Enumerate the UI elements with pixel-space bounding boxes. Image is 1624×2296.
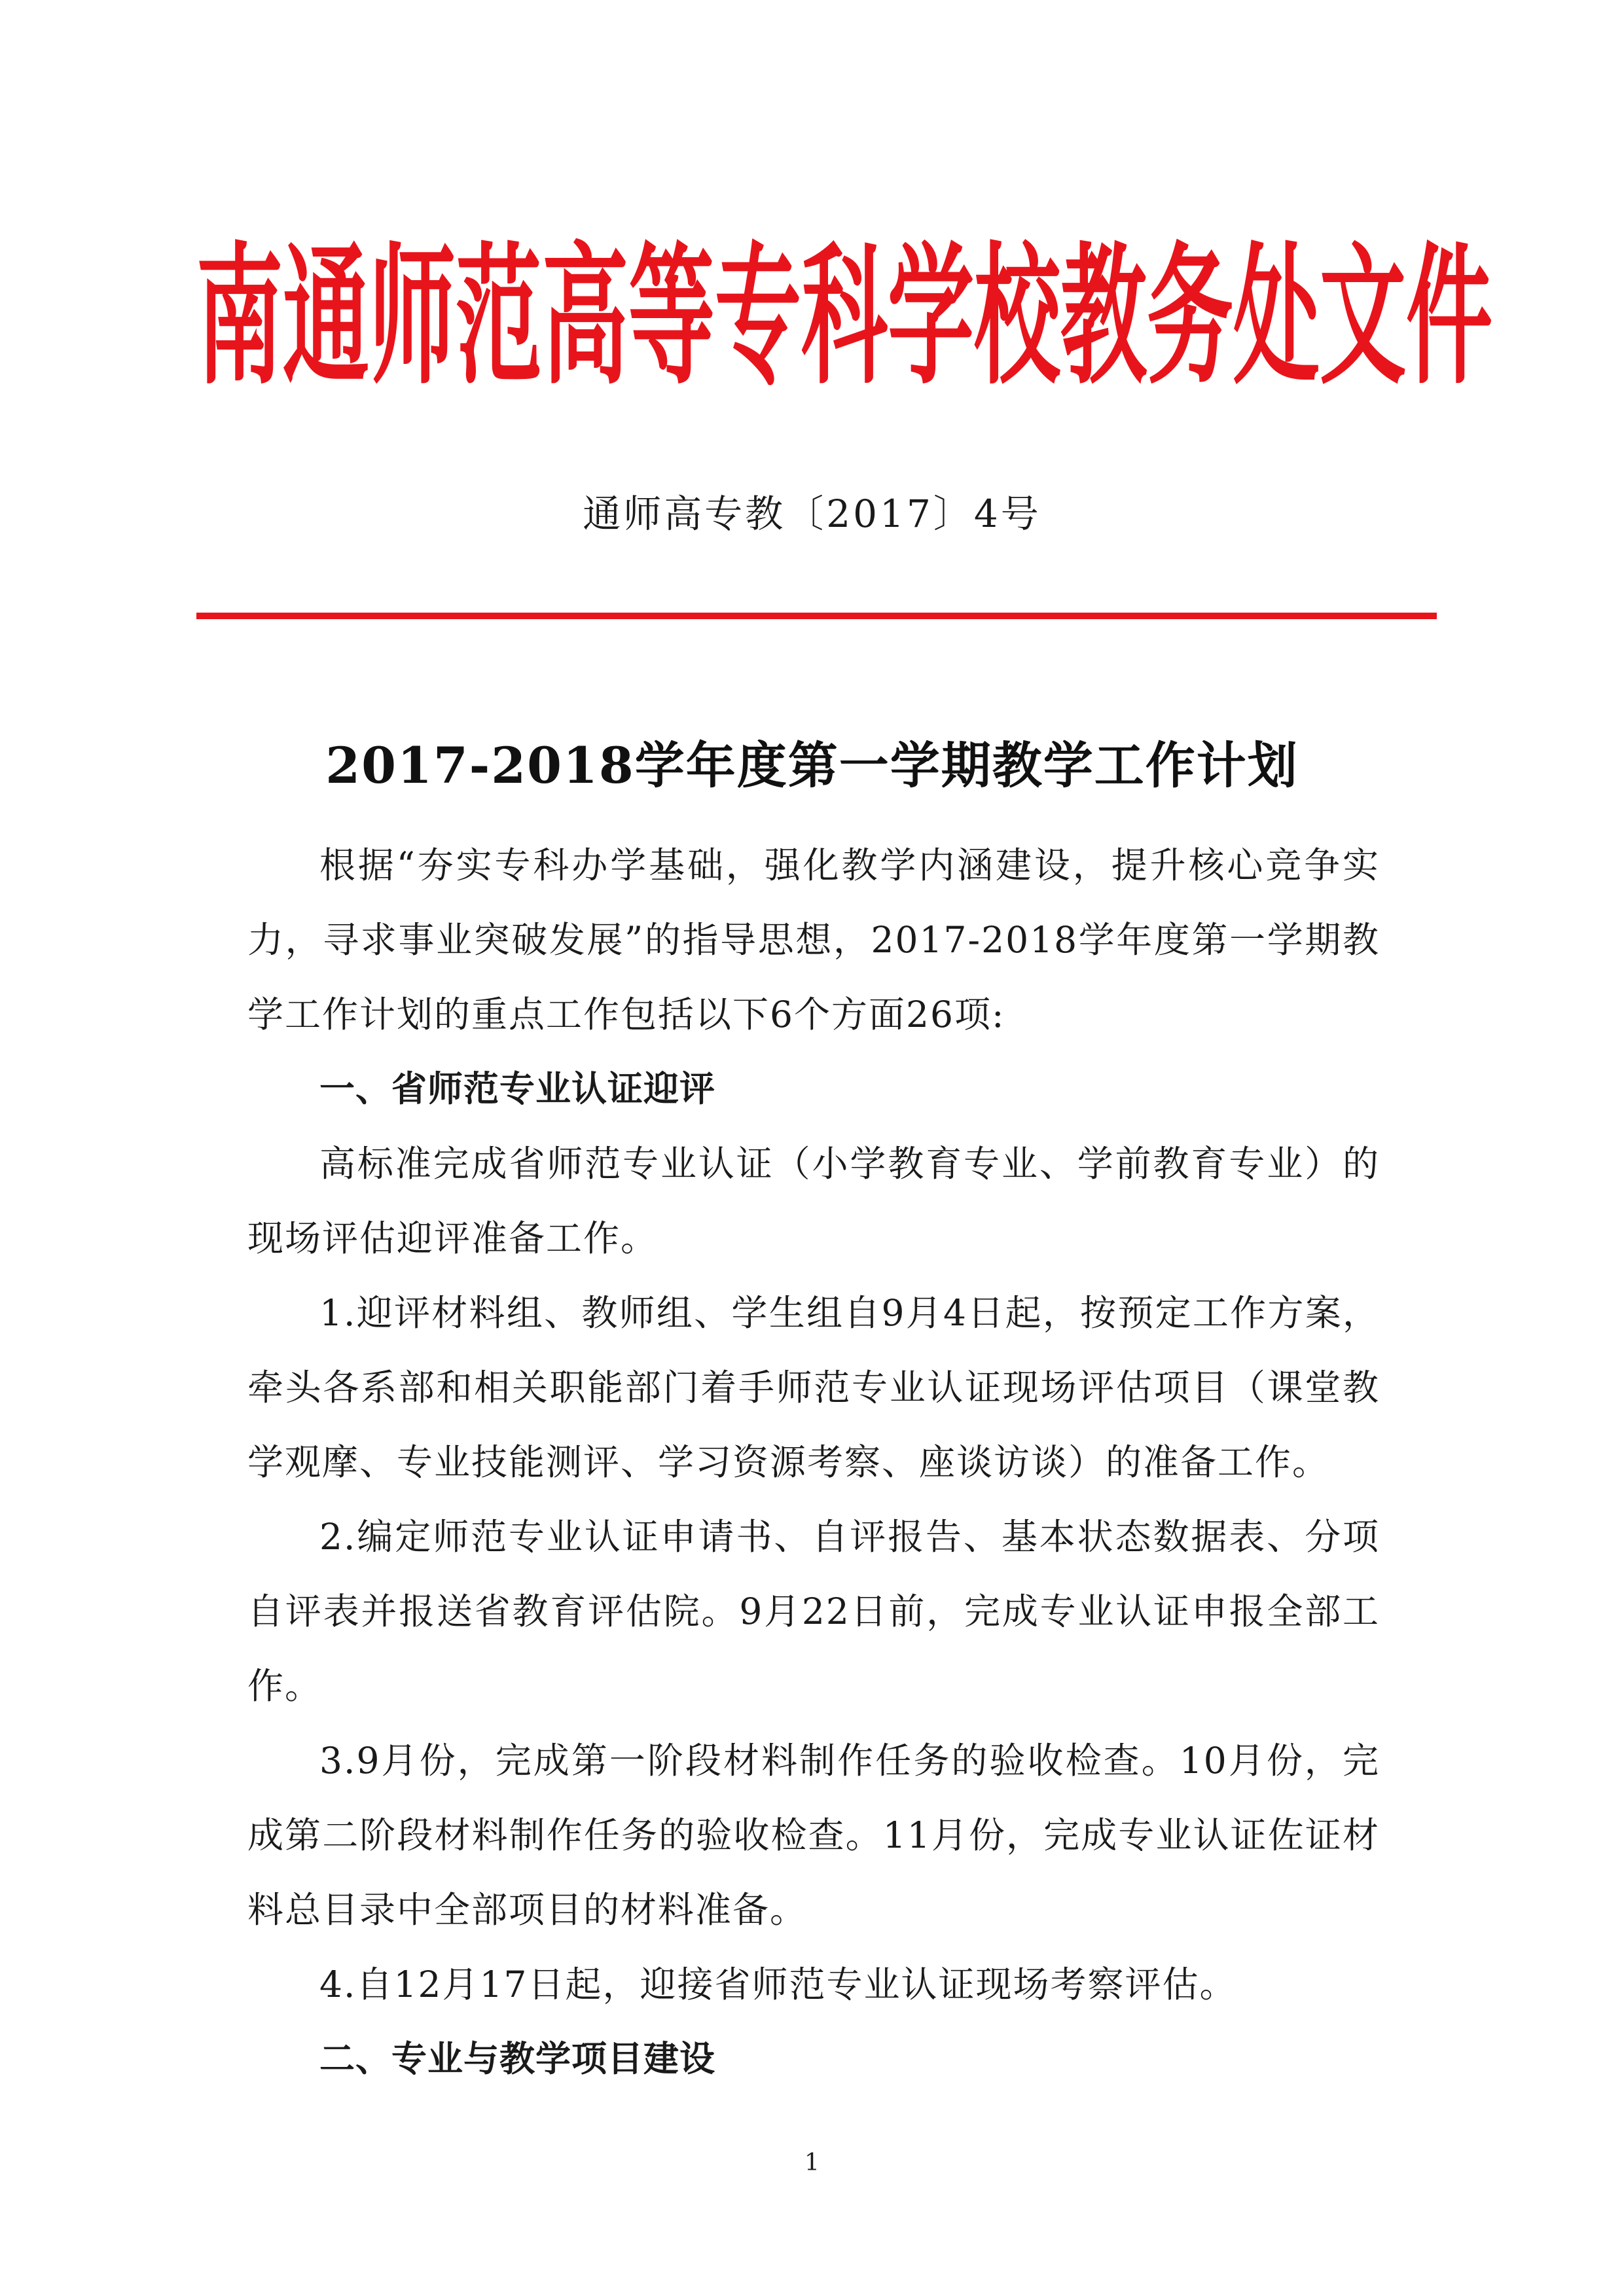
section-1-heading: 一、省师范专业认证迎评 — [319, 1068, 715, 1109]
page-number: 1 — [804, 2149, 820, 2176]
section-1-item: 3.9月份，完成第一阶段材料制作任务的验收检查。10月份，完成第二阶段材料制作任务的验收检查。11月份，完成专业认证佐证材料总目录中全部项目的材料准备。 — [247, 1740, 1380, 1931]
intro-paragraph: 根据“夯实专科办学基础，强化教学内涵建设，提升核心竞争实力，寻求事业突破发展”的指导思想，2017-2018学年度第一学期教学工作计划的重点工作包括以下6个方面26项: — [247, 844, 1380, 1035]
section-1-item: 2.编定师范专业认证申请书、自评报告、基本状态数据表、分项自评表并报送省教育评估院。9月22日前，完成专业认证申报全部工作。 — [247, 1516, 1380, 1707]
red-divider-rule — [196, 613, 1437, 619]
masthead-title: 南通师范高等专科学校教务处文件 — [196, 229, 1492, 406]
document-title: 2017-2018学年度第一学期教学工作计划 — [325, 736, 1299, 795]
section-1-item: 4.自12月17日起，迎接省师范专业认证现场考察评估。 — [319, 1964, 1237, 2005]
document-number: 通师高专教〔2017〕4号 — [583, 492, 1041, 536]
section-1-lead-paragraph: 高标准完成省师范专业认证（小学教育专业、学前教育专业）的现场评估迎评准备工作。 — [247, 1143, 1380, 1259]
section-1-item: 1.迎评材料组、教师组、学生组自9月4日起，按预定工作方案，牵头各系部和相关职能部门着手师范专业认证现场评估项目（课堂教学观摩、专业技能测评、学习资源考察、座谈访谈）的准备工作。 — [247, 1292, 1380, 1483]
document-body — [247, 828, 1380, 2096]
section-2-heading: 二、专业与教学项目建设 — [319, 2038, 715, 2079]
